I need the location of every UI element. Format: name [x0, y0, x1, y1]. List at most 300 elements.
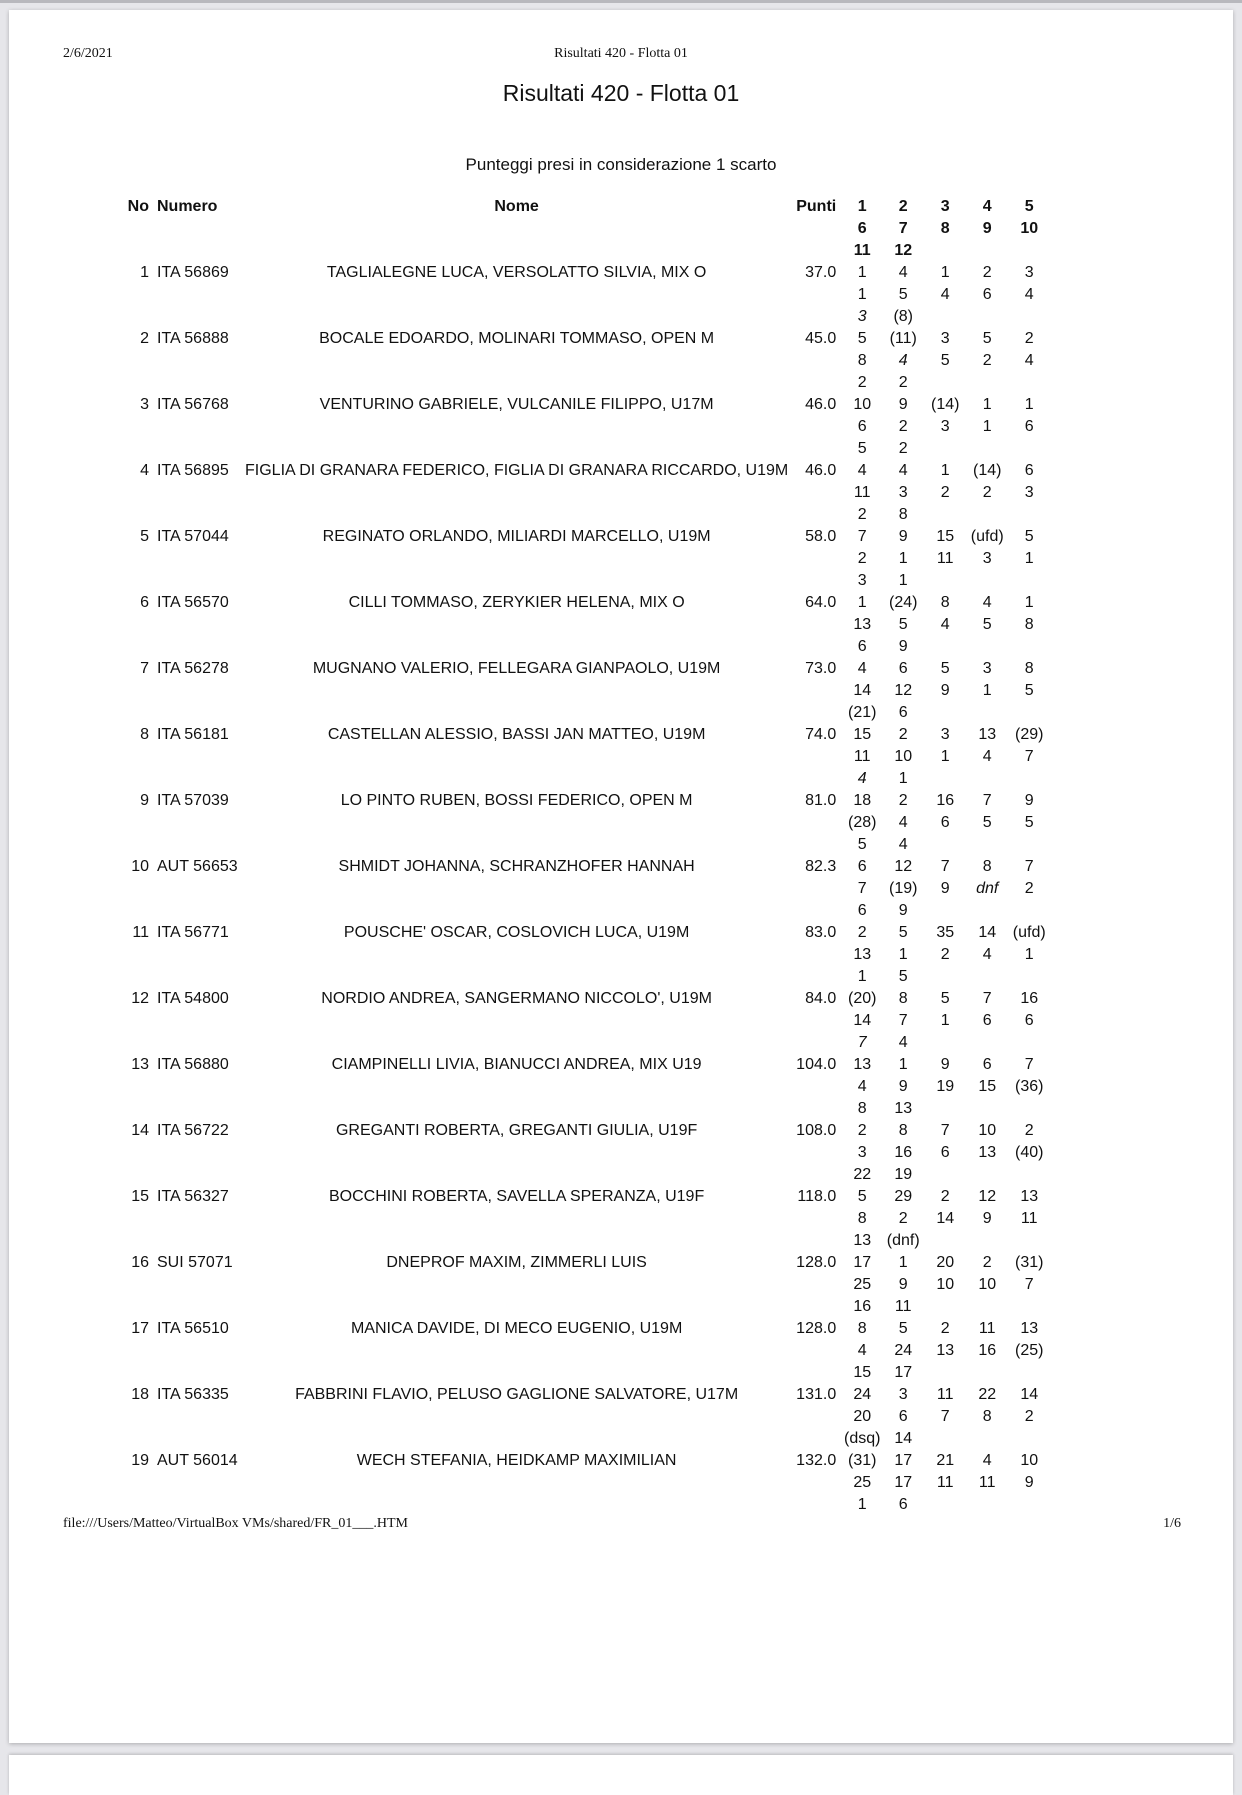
points-cell: 132.0: [796, 1452, 837, 1469]
row-spacer: [125, 1032, 157, 1054]
row-spacer: [125, 1230, 157, 1252]
footer-page-number: 1/6: [1163, 1516, 1181, 1531]
table-row-continuation: [125, 878, 1050, 900]
row-spacer: [788, 1296, 836, 1318]
row-spacer: [788, 614, 836, 636]
race-score-cell: 5: [857, 330, 867, 347]
row-spacer: [788, 416, 836, 438]
race-score-cell: 1: [857, 594, 867, 611]
row-spacer: [157, 944, 245, 966]
row-spacer: [245, 372, 788, 394]
race-score-cell: (8): [893, 308, 913, 325]
race-score-cell: 7: [857, 528, 867, 545]
crew-name-cell: FABBRINI FLAVIO, PELUSO GAGLIONE SALVATORE, U17M: [295, 1386, 739, 1403]
race-score-cell: 11: [936, 550, 954, 567]
crew-name-cell: CIAMPINELLI LIVIA, BIANUCCI ANDREA, MIX U19: [331, 1056, 702, 1073]
row-spacer: [245, 1098, 788, 1120]
points-cell: 73.0: [805, 660, 837, 677]
points-cell: 74.0: [805, 726, 837, 743]
header-spacer: [125, 218, 157, 240]
row-spacer: [245, 548, 788, 570]
rank-cell: 7: [140, 660, 149, 677]
row-spacer: [788, 1142, 836, 1164]
race-score-cell: 13: [853, 1056, 872, 1073]
table-row-continuation: [125, 1230, 1050, 1252]
race-score-cell: 17: [853, 1254, 872, 1271]
race-score-cell: 13: [853, 616, 872, 633]
table-row-continuation: [125, 438, 1050, 460]
row-spacer: [788, 1098, 836, 1120]
row-spacer: [157, 1340, 245, 1362]
race-score-cell: 6: [898, 1496, 908, 1513]
sail-number-cell: ITA 54800: [157, 990, 229, 1007]
race-score-cell: 2: [898, 1210, 908, 1227]
table-row-continuation: [125, 306, 1050, 328]
race-score-cell: 10: [936, 1276, 955, 1293]
viewer-top-edge: [0, 0, 1242, 3]
race-score-cell: (11): [889, 330, 917, 347]
row-spacer: [245, 570, 788, 592]
race-score-cell: 1: [857, 968, 867, 985]
race-score-cell: 8: [982, 858, 992, 875]
row-spacer: [157, 1010, 245, 1032]
rank-cell: 14: [131, 1122, 149, 1139]
race-score-cell: 2: [857, 506, 867, 523]
race-score-cell: 2: [898, 374, 908, 391]
race-score-cell: 7: [982, 990, 992, 1007]
race-score-cell: 1: [898, 550, 908, 567]
race-score-cell: 6: [940, 814, 950, 831]
row-spacer: [788, 372, 836, 394]
points-cell: 128.0: [796, 1320, 837, 1337]
row-spacer: [157, 548, 245, 570]
race-score-cell: 4: [857, 462, 867, 479]
header-row: [125, 196, 1050, 218]
table-row-continuation: [125, 284, 1050, 306]
race-score-cell: 9: [940, 880, 950, 897]
race-score-cell: 13: [894, 1100, 913, 1117]
race-score-cell: (20): [847, 990, 877, 1007]
race-score-cell: 1: [898, 770, 908, 787]
race-score-cell: 8: [940, 594, 950, 611]
race-score-cell: 2: [982, 264, 992, 281]
row-spacer: [157, 614, 245, 636]
table-row-continuation: [125, 636, 1050, 658]
race-score-cell: 3: [1024, 484, 1034, 501]
crew-name-cell: BOCALE EDOARDO, MOLINARI TOMMASO, OPEN M: [319, 330, 715, 347]
rank-cell: 10: [131, 858, 149, 875]
table-row: [125, 856, 1050, 878]
row-spacer: [125, 1472, 157, 1494]
header-row: [125, 218, 1050, 240]
race-score-cell: 8: [857, 352, 867, 369]
row-spacer: [788, 702, 836, 724]
column-header-race: 4: [982, 198, 992, 215]
race-score-cell: 9: [940, 682, 950, 699]
race-score-cell: 21: [936, 1452, 955, 1469]
sail-number-cell: ITA 56327: [157, 1188, 229, 1205]
crew-name-cell: CASTELLAN ALESSIO, BASSI JAN MATTEO, U19M: [327, 726, 706, 743]
race-score-cell: 5: [940, 352, 950, 369]
row-spacer: [245, 504, 788, 526]
table-row-continuation: [125, 1472, 1050, 1494]
row-spacer: [245, 1274, 788, 1296]
row-spacer: [125, 350, 157, 372]
race-score-cell: 10: [894, 748, 913, 765]
race-score-cell: 2: [898, 726, 908, 743]
crew-name-cell: POUSCHE' OSCAR, COSLOVICH LUCA, U19M: [343, 924, 690, 941]
row-spacer: [245, 1010, 788, 1032]
table-row-continuation: [125, 1274, 1050, 1296]
race-score-cell: 13: [936, 1342, 955, 1359]
sail-number-cell: ITA 56771: [157, 924, 229, 941]
race-score-cell: 3: [857, 572, 867, 589]
race-score-cell: 7: [1024, 748, 1034, 765]
row-spacer: [157, 570, 245, 592]
race-score-cell: 6: [1024, 418, 1034, 435]
table-row: [125, 1120, 1050, 1142]
column-header-race: 6: [857, 220, 867, 237]
race-score-cell: 3: [898, 484, 908, 501]
table-row: [125, 1252, 1050, 1274]
column-header-race: 8: [940, 220, 950, 237]
row-spacer: [125, 636, 157, 658]
race-score-cell: (31): [1014, 1254, 1044, 1271]
race-score-cell: 1: [1024, 594, 1034, 611]
table-row: [125, 1318, 1050, 1340]
race-score-cell: 8: [1024, 660, 1034, 677]
column-header-race: 9: [982, 220, 992, 237]
table-row-continuation: [125, 834, 1050, 856]
race-score-cell: 16: [978, 1342, 997, 1359]
race-score-cell: 1: [1024, 946, 1034, 963]
table-row: [125, 988, 1050, 1010]
crew-name-cell: REGINATO ORLANDO, MILIARDI MARCELLO, U19M: [322, 528, 711, 545]
race-score-cell: 15: [936, 528, 955, 545]
race-score-cell: 1: [940, 462, 950, 479]
race-score-cell: 11: [978, 1474, 996, 1491]
race-score-cell: 3: [982, 660, 992, 677]
table-row-continuation: [125, 1032, 1050, 1054]
row-spacer: [788, 834, 836, 856]
race-score-cell: 6: [982, 286, 992, 303]
race-score-cell: (40): [1014, 1144, 1044, 1161]
row-spacer: [245, 768, 788, 790]
row-spacer: [125, 1274, 157, 1296]
column-header-race: 11: [853, 242, 871, 259]
race-score-cell: 5: [1024, 814, 1034, 831]
race-score-cell: 7: [940, 858, 950, 875]
points-cell: 45.0: [805, 330, 837, 347]
race-score-cell: 1: [1024, 550, 1034, 567]
race-score-cell: 22: [853, 1166, 872, 1183]
race-score-cell: 20: [936, 1254, 955, 1271]
race-score-cell: 6: [982, 1056, 992, 1073]
crew-name-cell: NORDIO ANDREA, SANGERMANO NICCOLO', U19M: [321, 990, 712, 1007]
race-score-cell: 12: [894, 858, 913, 875]
race-score-cell: 2: [857, 1122, 867, 1139]
next-document-page: [9, 1755, 1233, 1795]
row-spacer: [125, 1142, 157, 1164]
column-header-race: 10: [1020, 220, 1039, 237]
race-score-cell: 9: [1024, 792, 1034, 809]
row-spacer: [125, 416, 157, 438]
rank-cell: 19: [131, 1452, 149, 1469]
race-score-cell: 8: [898, 990, 908, 1007]
row-spacer: [245, 834, 788, 856]
race-score-cell: 1: [857, 286, 867, 303]
row-spacer: [125, 1428, 157, 1450]
race-score-cell: 4: [898, 264, 908, 281]
race-score-cell: 7: [940, 1122, 950, 1139]
race-score-cell: 4: [857, 660, 867, 677]
table-row: [125, 1450, 1050, 1472]
row-spacer: [245, 1406, 788, 1428]
header-spacer: [157, 240, 245, 262]
race-score-cell: 29: [894, 1188, 913, 1205]
row-spacer: [157, 1472, 245, 1494]
race-score-cell: 2: [898, 418, 908, 435]
race-score-cell: 22: [978, 1386, 997, 1403]
row-spacer: [125, 1362, 157, 1384]
table-row-continuation: [125, 350, 1050, 372]
rank-cell: 5: [140, 528, 149, 545]
race-score-cell: 13: [978, 1144, 997, 1161]
race-score-cell: 2: [857, 924, 867, 941]
race-score-cell: 7: [1024, 858, 1034, 875]
row-spacer: [125, 306, 157, 328]
race-score-cell: 25: [853, 1276, 872, 1293]
row-spacer: [157, 1362, 245, 1384]
row-spacer: [157, 1494, 245, 1516]
sail-number-cell: ITA 57044: [157, 528, 229, 545]
race-score-cell: 9: [898, 1276, 908, 1293]
race-score-cell: 16: [936, 792, 955, 809]
table-row-continuation: [125, 1494, 1050, 1516]
race-score-cell: 16: [853, 1298, 872, 1315]
table-row-continuation: [125, 1428, 1050, 1450]
document-page: [9, 10, 1233, 1743]
row-spacer: [788, 768, 836, 790]
race-score-cell: 2: [1024, 1122, 1034, 1139]
row-spacer: [125, 1340, 157, 1362]
row-spacer: [125, 1076, 157, 1098]
table-row: [125, 592, 1050, 614]
sail-number-cell: ITA 57039: [157, 792, 229, 809]
crew-name-cell: MANICA DAVIDE, DI MECO EUGENIO, U19M: [350, 1320, 683, 1337]
row-spacer: [245, 812, 788, 834]
sail-number-cell: ITA 56510: [157, 1320, 229, 1337]
race-score-cell: 11: [853, 484, 871, 501]
rank-cell: 9: [140, 792, 149, 809]
points-cell: 104.0: [796, 1056, 837, 1073]
row-spacer: [245, 746, 788, 768]
row-spacer: [125, 944, 157, 966]
table-row-continuation: [125, 504, 1050, 526]
table-row-continuation: [125, 416, 1050, 438]
race-score-cell: 19: [936, 1078, 955, 1095]
row-spacer: [157, 702, 245, 724]
table-row-continuation: [125, 1208, 1050, 1230]
row-spacer: [157, 1406, 245, 1428]
race-score-cell: 5: [898, 1320, 908, 1337]
table-row-continuation: [125, 548, 1050, 570]
row-spacer: [157, 1032, 245, 1054]
race-score-cell: 1: [940, 264, 950, 281]
race-score-cell: 9: [898, 396, 908, 413]
race-score-cell: 6: [857, 858, 867, 875]
row-spacer: [125, 372, 157, 394]
race-score-cell: 13: [853, 1232, 872, 1249]
rank-cell: 2: [140, 330, 149, 347]
results-table: [125, 196, 1050, 1516]
row-spacer: [788, 900, 836, 922]
race-score-cell: 5: [982, 814, 992, 831]
row-spacer: [157, 636, 245, 658]
row-spacer: [157, 350, 245, 372]
race-score-cell: 14: [1020, 1386, 1039, 1403]
race-score-cell: (ufd): [1012, 924, 1046, 941]
column-header-race: 2: [898, 198, 908, 215]
race-score-cell: 2: [940, 484, 950, 501]
points-cell: 81.0: [805, 792, 837, 809]
race-score-cell: 3: [857, 1144, 867, 1161]
row-spacer: [788, 1076, 836, 1098]
race-score-cell: 3: [940, 330, 950, 347]
row-spacer: [245, 878, 788, 900]
race-score-cell: 10: [853, 396, 872, 413]
race-score-cell: 2: [940, 1188, 950, 1205]
race-score-cell: 5: [940, 660, 950, 677]
row-spacer: [157, 1164, 245, 1186]
race-score-cell: 4: [940, 286, 950, 303]
race-score-cell: (19): [888, 880, 918, 897]
race-score-cell: 7: [857, 1034, 867, 1051]
row-spacer: [157, 768, 245, 790]
race-score-cell: 5: [857, 836, 867, 853]
table-row-continuation: [125, 966, 1050, 988]
race-score-cell: 3: [982, 550, 992, 567]
row-spacer: [125, 284, 157, 306]
race-score-cell: (dnf): [886, 1232, 920, 1249]
race-score-cell: 20: [853, 1408, 872, 1425]
row-spacer: [125, 812, 157, 834]
race-score-cell: 5: [857, 440, 867, 457]
row-spacer: [157, 1098, 245, 1120]
header-spacer: [157, 218, 245, 240]
table-row: [125, 328, 1050, 350]
race-score-cell: 15: [853, 1364, 872, 1381]
race-score-cell: 4: [1024, 352, 1034, 369]
race-score-cell: (21): [847, 704, 877, 721]
race-score-cell: 2: [940, 946, 950, 963]
rank-cell: 13: [131, 1056, 149, 1073]
table-row-continuation: [125, 1076, 1050, 1098]
row-spacer: [788, 1032, 836, 1054]
row-spacer: [157, 966, 245, 988]
race-score-cell: 4: [857, 1078, 867, 1095]
points-cell: 46.0: [805, 462, 837, 479]
sail-number-cell: ITA 56869: [157, 264, 229, 281]
table-row-continuation: [125, 768, 1050, 790]
race-score-cell: 2: [857, 374, 867, 391]
row-spacer: [245, 416, 788, 438]
points-cell: 83.0: [805, 924, 837, 941]
row-spacer: [245, 1142, 788, 1164]
row-spacer: [245, 1472, 788, 1494]
row-spacer: [125, 1010, 157, 1032]
row-spacer: [157, 1142, 245, 1164]
race-score-cell: 16: [1020, 990, 1039, 1007]
race-score-cell: 5: [982, 616, 992, 633]
points-cell: 82.3: [805, 858, 837, 875]
race-score-cell: 7: [940, 1408, 950, 1425]
race-score-cell: 11: [1020, 1210, 1038, 1227]
row-spacer: [245, 702, 788, 724]
row-spacer: [245, 438, 788, 460]
row-spacer: [788, 1164, 836, 1186]
race-score-cell: 9: [898, 1078, 908, 1095]
race-score-cell: 2: [982, 352, 992, 369]
table-row-continuation: [125, 702, 1050, 724]
row-spacer: [245, 614, 788, 636]
row-spacer: [125, 482, 157, 504]
table-row: [125, 262, 1050, 284]
row-spacer: [788, 570, 836, 592]
column-header-race: 12: [894, 242, 913, 259]
race-score-cell: 3: [857, 308, 867, 325]
crew-name-cell: VENTURINO GABRIELE, VULCANILE FILIPPO, U17M: [319, 396, 714, 413]
race-score-cell: 11: [978, 1320, 996, 1337]
row-spacer: [245, 1340, 788, 1362]
table-row-continuation: [125, 1164, 1050, 1186]
sail-number-cell: SUI 57071: [157, 1254, 233, 1271]
page-subtitle: Punteggi presi in considerazione 1 scarto: [465, 155, 777, 174]
row-spacer: [125, 1296, 157, 1318]
race-score-cell: 8: [898, 1122, 908, 1139]
race-score-cell: 13: [1020, 1320, 1039, 1337]
row-spacer: [245, 1032, 788, 1054]
points-cell: 128.0: [796, 1254, 837, 1271]
sail-number-cell: ITA 56880: [157, 1056, 229, 1073]
table-row: [125, 790, 1050, 812]
race-score-cell: 7: [857, 880, 867, 897]
race-score-cell: 4: [857, 770, 867, 787]
column-header-nome: Nome: [494, 198, 539, 215]
race-score-cell: dnf: [976, 880, 999, 897]
crew-name-cell: CILLI TOMMASO, ZERYKIER HELENA, MIX O: [348, 594, 685, 611]
race-score-cell: 17: [894, 1452, 913, 1469]
race-score-cell: 6: [898, 660, 908, 677]
race-score-cell: 4: [982, 594, 992, 611]
race-score-cell: 2: [940, 1320, 950, 1337]
row-spacer: [157, 878, 245, 900]
race-score-cell: 5: [898, 616, 908, 633]
points-cell: 37.0: [805, 264, 837, 281]
crew-name-cell: BOCCHINI ROBERTA, SAVELLA SPERANZA, U19F: [329, 1188, 705, 1205]
race-score-cell: 13: [1020, 1188, 1039, 1205]
race-score-cell: 15: [978, 1078, 997, 1095]
row-spacer: [125, 1098, 157, 1120]
row-spacer: [788, 1428, 836, 1450]
race-score-cell: (25): [1014, 1342, 1044, 1359]
race-score-cell: 3: [1024, 264, 1034, 281]
row-spacer: [125, 768, 157, 790]
row-spacer: [788, 944, 836, 966]
table-row: [125, 1054, 1050, 1076]
table-row: [125, 724, 1050, 746]
row-spacer: [788, 1406, 836, 1428]
